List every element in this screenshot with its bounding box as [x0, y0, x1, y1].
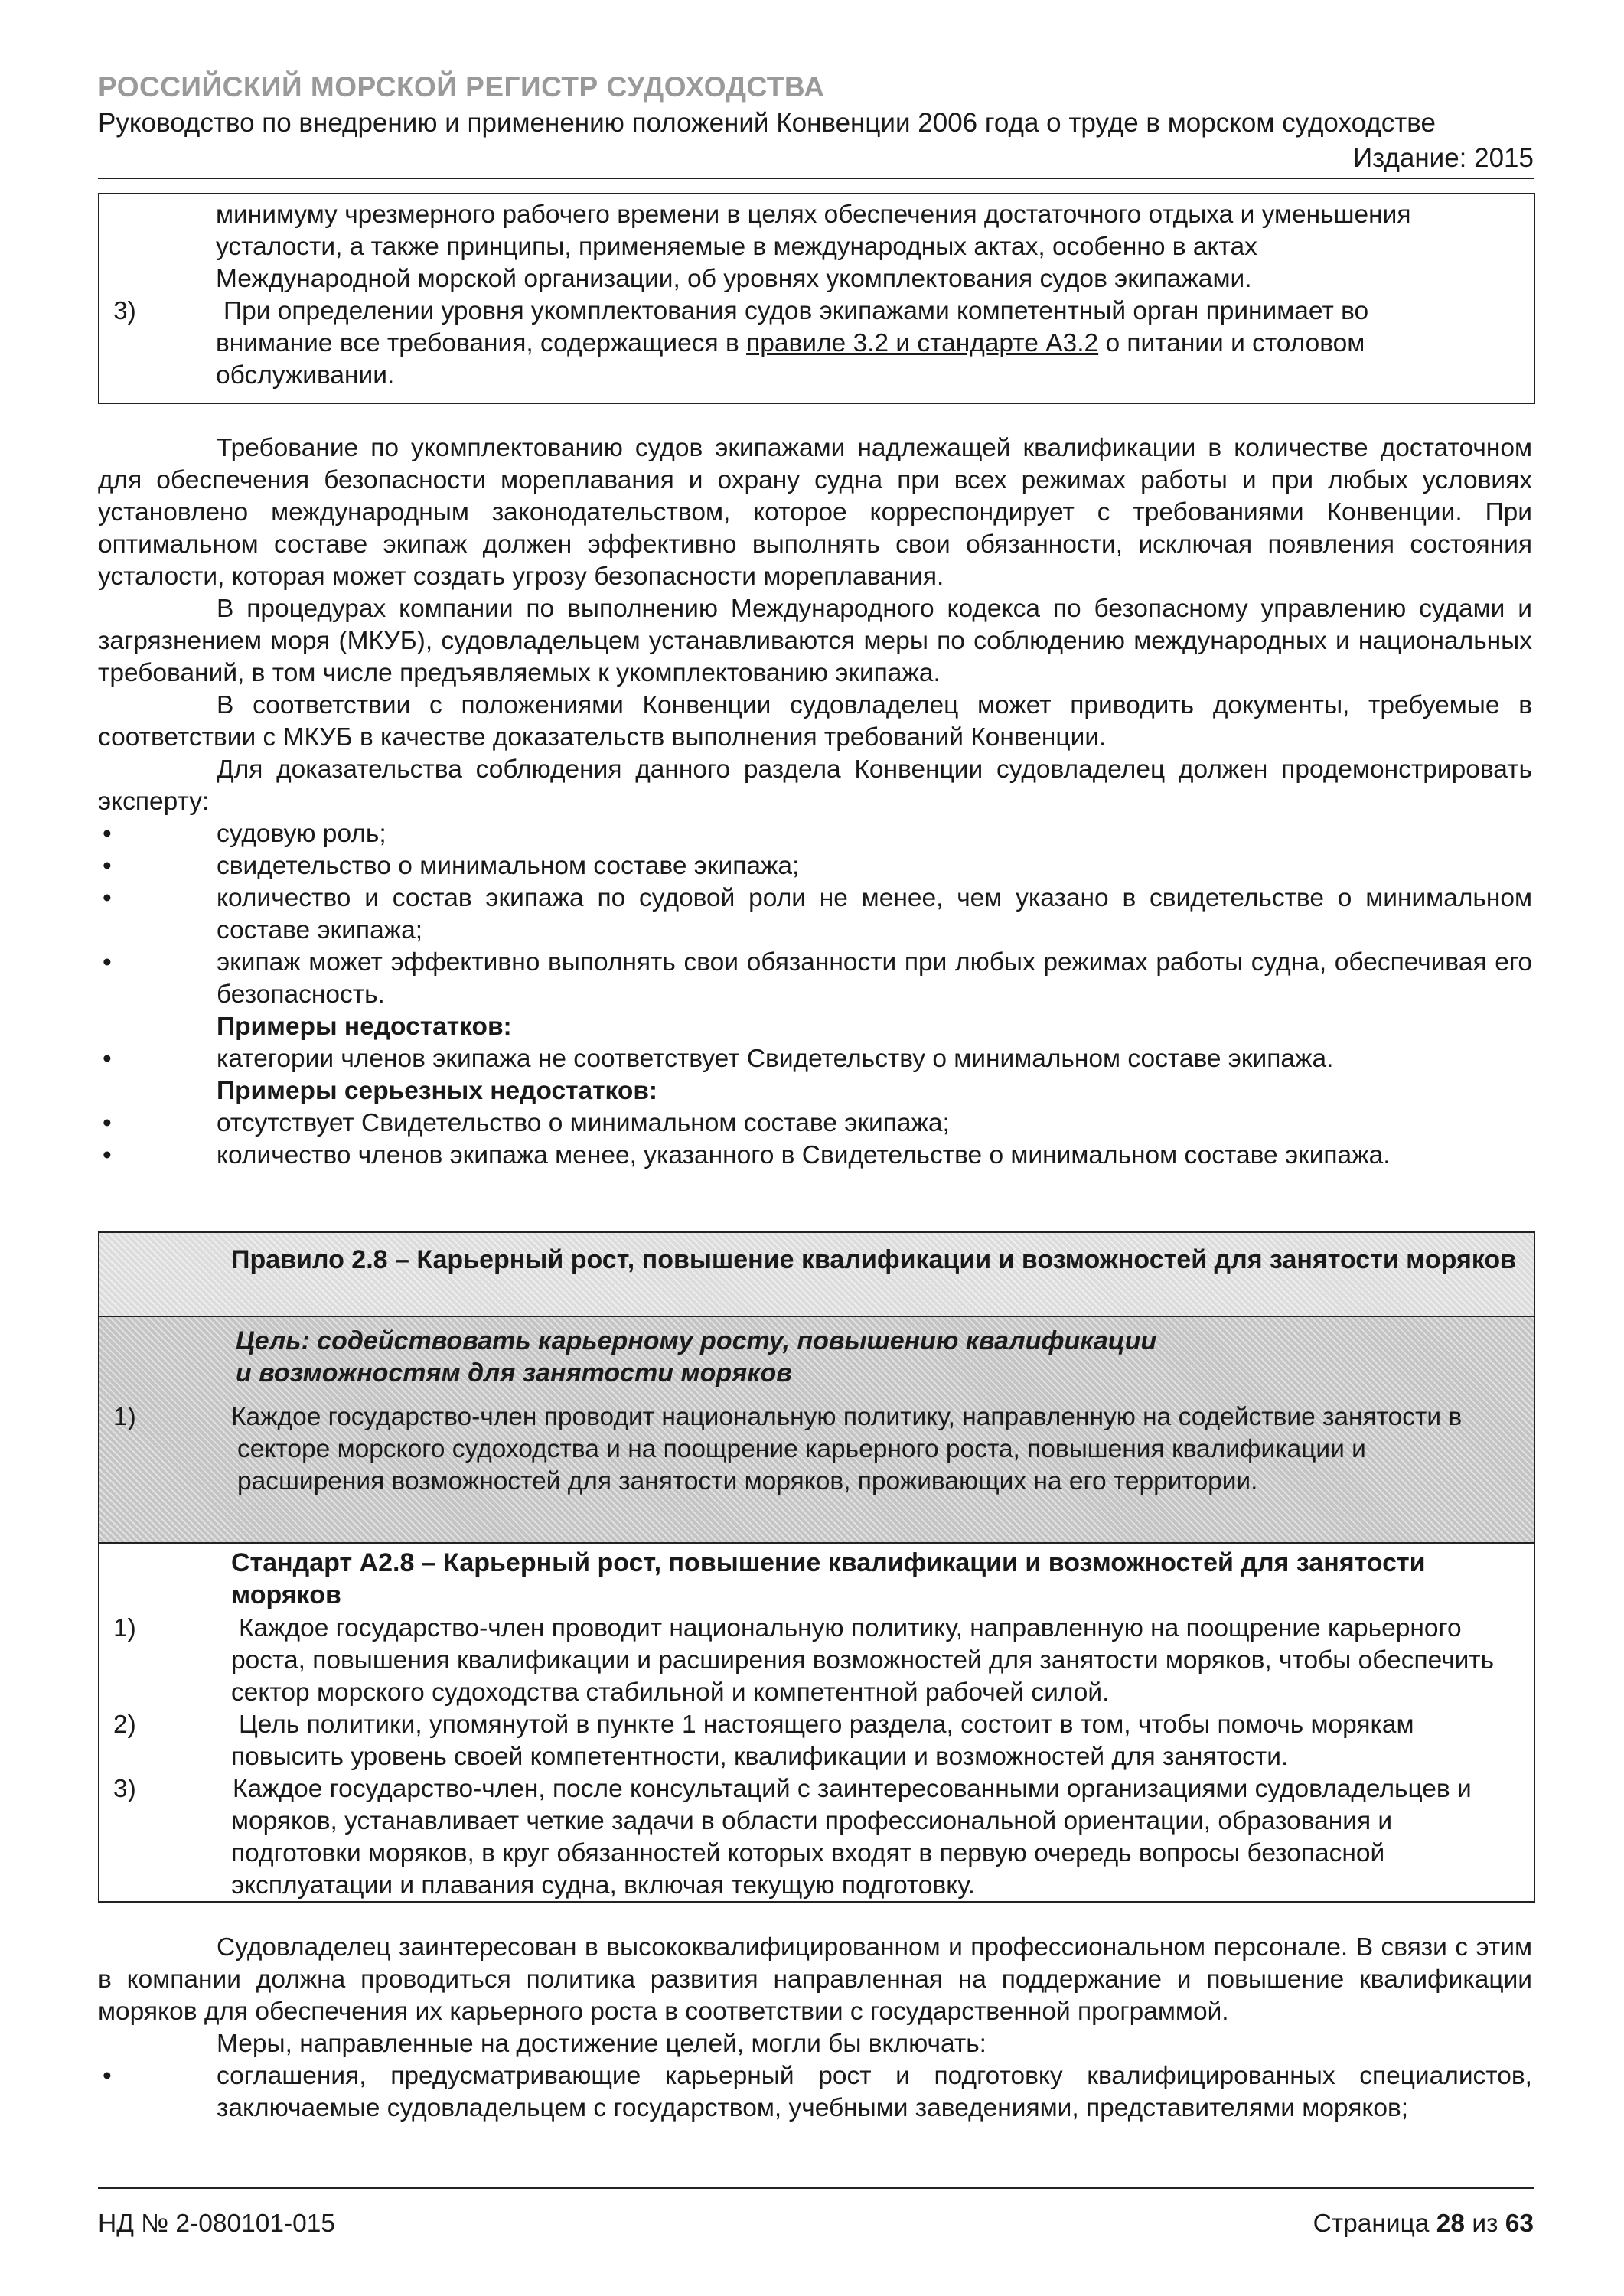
main-body: [98, 432, 1532, 1172]
list-item: • судовую роль;: [98, 818, 1532, 850]
box-line: Международной морской организации, об уровнях укомплектования судов экипажами.: [216, 265, 1252, 293]
standard-section: [99, 1544, 1534, 1901]
total-pages: 63: [1505, 2210, 1534, 2238]
item-number: 3): [113, 297, 136, 325]
edition-label: Издание: 2015: [1353, 143, 1534, 173]
item-number: 1): [113, 1614, 136, 1642]
bullet-icon: •: [103, 1109, 112, 1137]
regulation-2-8-box: [98, 1231, 1535, 1903]
rule-title: Правило 2.8 – Карьерный рост, повышение квалификации и возможностей для занятости моряков: [231, 1245, 1517, 1274]
rule-item-text: Каждое государство-член проводит национальную политику, направленную на содействие занятости в секторе морского судоходства и на поощрение карьерного роста, повышения квалификации и расширения возможностей для занятости моряков, проживающих на его территории.: [231, 1403, 1463, 1495]
rule-reference-link[interactable]: правиле 3.2 и стандарте А3.2: [746, 329, 1099, 357]
item-number: 3): [113, 1775, 136, 1803]
bullet-icon: •: [103, 1141, 112, 1169]
box-item-3-line: внимание все требования, содержащиеся в правиле 3.2 и стандарте А3.2 о питании и столовом: [216, 329, 1365, 357]
paragraph: Меры, направленные на достижение целей, могли бы включать:: [217, 2030, 986, 2058]
list-item: • количество членов экипажа менее, указанного в Свидетельстве о минимальном составе экипажа.: [98, 1140, 1532, 1172]
page-footer: [98, 2208, 1534, 2240]
paragraph: В процедурах компании по выполнению Международного кодекса по безопасному управлению судами и загрязнением моря (МКУБ), судовладельцем устанавливаются меры по соблюдению международных и национальных требований, в том числе предъявляемых к укомплектованию экипажа.: [98, 595, 1532, 687]
paragraph: Требование по укомплектованию судов экипажами надлежащей квалификации в количестве достаточном для обеспечения безопасности мореплавания и охрану судна при всех режимах работы и при любых условиях установлено международным законодательством, которое корреспондирует с требованиями Конвенции. При оптимальном составе экипаж должен эффективно выполнять свои обязанности, исключая появления состояния усталости, которая может создать угрозу безопасности мореплавания.: [98, 434, 1532, 591]
list-item: • отсутствует Свидетельство о минимальном составе экипажа;: [98, 1107, 1532, 1140]
list-item: • свидетельство о минимальном составе экипажа;: [98, 850, 1532, 882]
standard-title: Стандарт А2.8 – Карьерный рост, повышение квалификации и возможностей для занятости моряков: [231, 1548, 1426, 1609]
paragraph: Судовладелец заинтересован в высококвалифицированном и профессиональном персонале. В связи с этим в компании должна проводиться политика развития направленная на поддержание и повышение квалификации моряков для обеспечения их карьерного роста в соответствии с государственной программой.: [98, 1933, 1532, 2026]
rule-purpose: Цель: содействовать карьерному росту, повышению квалификации и возможностям для занятости моряков: [236, 1326, 1157, 1388]
box-line: усталости, а также принципы, применяемые в международных актах, особенно в актах: [216, 233, 1257, 261]
bullet-icon: •: [103, 820, 112, 848]
paragraph: В соответствии с положениями Конвенции судовладелец может приводить документы, требуемые в соответствии с МКУБ в качестве доказательств выполнения требований Конвенции.: [98, 691, 1532, 752]
list-item: • соглашения, предусматривающие карьерный рост и подготовку квалифицированных специалистов, заключаемые судовладельцем с государством, учебными заведениями, представителями моряков;: [103, 2062, 1532, 2122]
list-item: • категории членов экипажа не соответствует Свидетельству о минимальном составе экипажа.: [98, 1043, 1532, 1075]
box-line: минимуму чрезмерного рабочего времени в целях обеспечения достаточного отдыха и уменьшения: [216, 201, 1411, 229]
item-number: 1): [113, 1403, 136, 1431]
main-body-2: [98, 1932, 1532, 2125]
bullet-icon: •: [103, 2062, 112, 2090]
standard-item-text: Каждое государство-член проводит национальную политику, направленную на поощрение карьерного роста, повышения квалификации и расширения возможностей для занятости моряков, чтобы обеспечить сектор морского судоходства стабильной и компетентной рабочей силой.: [231, 1614, 1495, 1707]
list-item: • экипаж может эффективно выполнять свои обязанности при любых режимах работы судна, обеспечивая его безопасность.: [103, 948, 1532, 1009]
paragraph: Для доказательства соблюдения данного раздела Конвенции судовладелец должен продемонстрировать эксперту:: [98, 755, 1532, 816]
item-number: 2): [113, 1711, 136, 1739]
document-subtitle: Руководство по внедрению и применению положений Конвенции 2006 года о труде в морском судоходстве: [98, 108, 1436, 138]
page-counter: Страница 28 из 63: [1313, 2210, 1534, 2238]
document-number: НД № 2-080101-015: [98, 2210, 336, 2238]
page-header: [98, 69, 1534, 176]
standard-item-text: Каждое государство-член, после консультаций с заинтересованными организациями судовладельцев и моряков, устанавливает четкие задачи в области профессиональной ориентации, образования и подготовки моряков, в круг обязанностей которых входят в первую очередь вопросы безопасной эксплуатации и плавания судна, включая текущую подготовку.: [231, 1775, 1472, 1900]
header-divider: [98, 178, 1534, 179]
bullet-icon: •: [103, 852, 112, 880]
serious-deficiencies-heading: Примеры серьезных недостатков:: [217, 1077, 658, 1105]
regulation-continuation-box: [98, 193, 1535, 404]
box-item-3-line: При определении уровня укомплектования судов экипажами компетентный орган принимает во: [223, 297, 1369, 325]
rule-title-band: [99, 1233, 1534, 1317]
standard-item-text: Цель политики, упомянутой в пункте 1 настоящего раздела, состоит в том, чтобы помочь морякам повысить уровень своей компетентности, квалификации и возможностей для занятости.: [231, 1711, 1414, 1771]
bullet-icon: •: [103, 1045, 112, 1073]
current-page: 28: [1436, 2210, 1466, 2238]
organization-name: РОССИЙСКИЙ МОРСКОЙ РЕГИСТР СУДОХОДСТВА: [98, 71, 825, 103]
bullet-icon: •: [103, 884, 112, 912]
footer-divider: [98, 2187, 1534, 2189]
bullet-icon: •: [103, 948, 112, 977]
box-item-3-line: обслуживании.: [216, 361, 395, 390]
deficiencies-heading: Примеры недостатков:: [217, 1013, 512, 1041]
list-item: • количество и состав экипажа по судовой роли не менее, чем указано в свидетельстве о минимальном составе экипажа;: [103, 884, 1532, 944]
rule-purpose-band: [99, 1317, 1534, 1544]
